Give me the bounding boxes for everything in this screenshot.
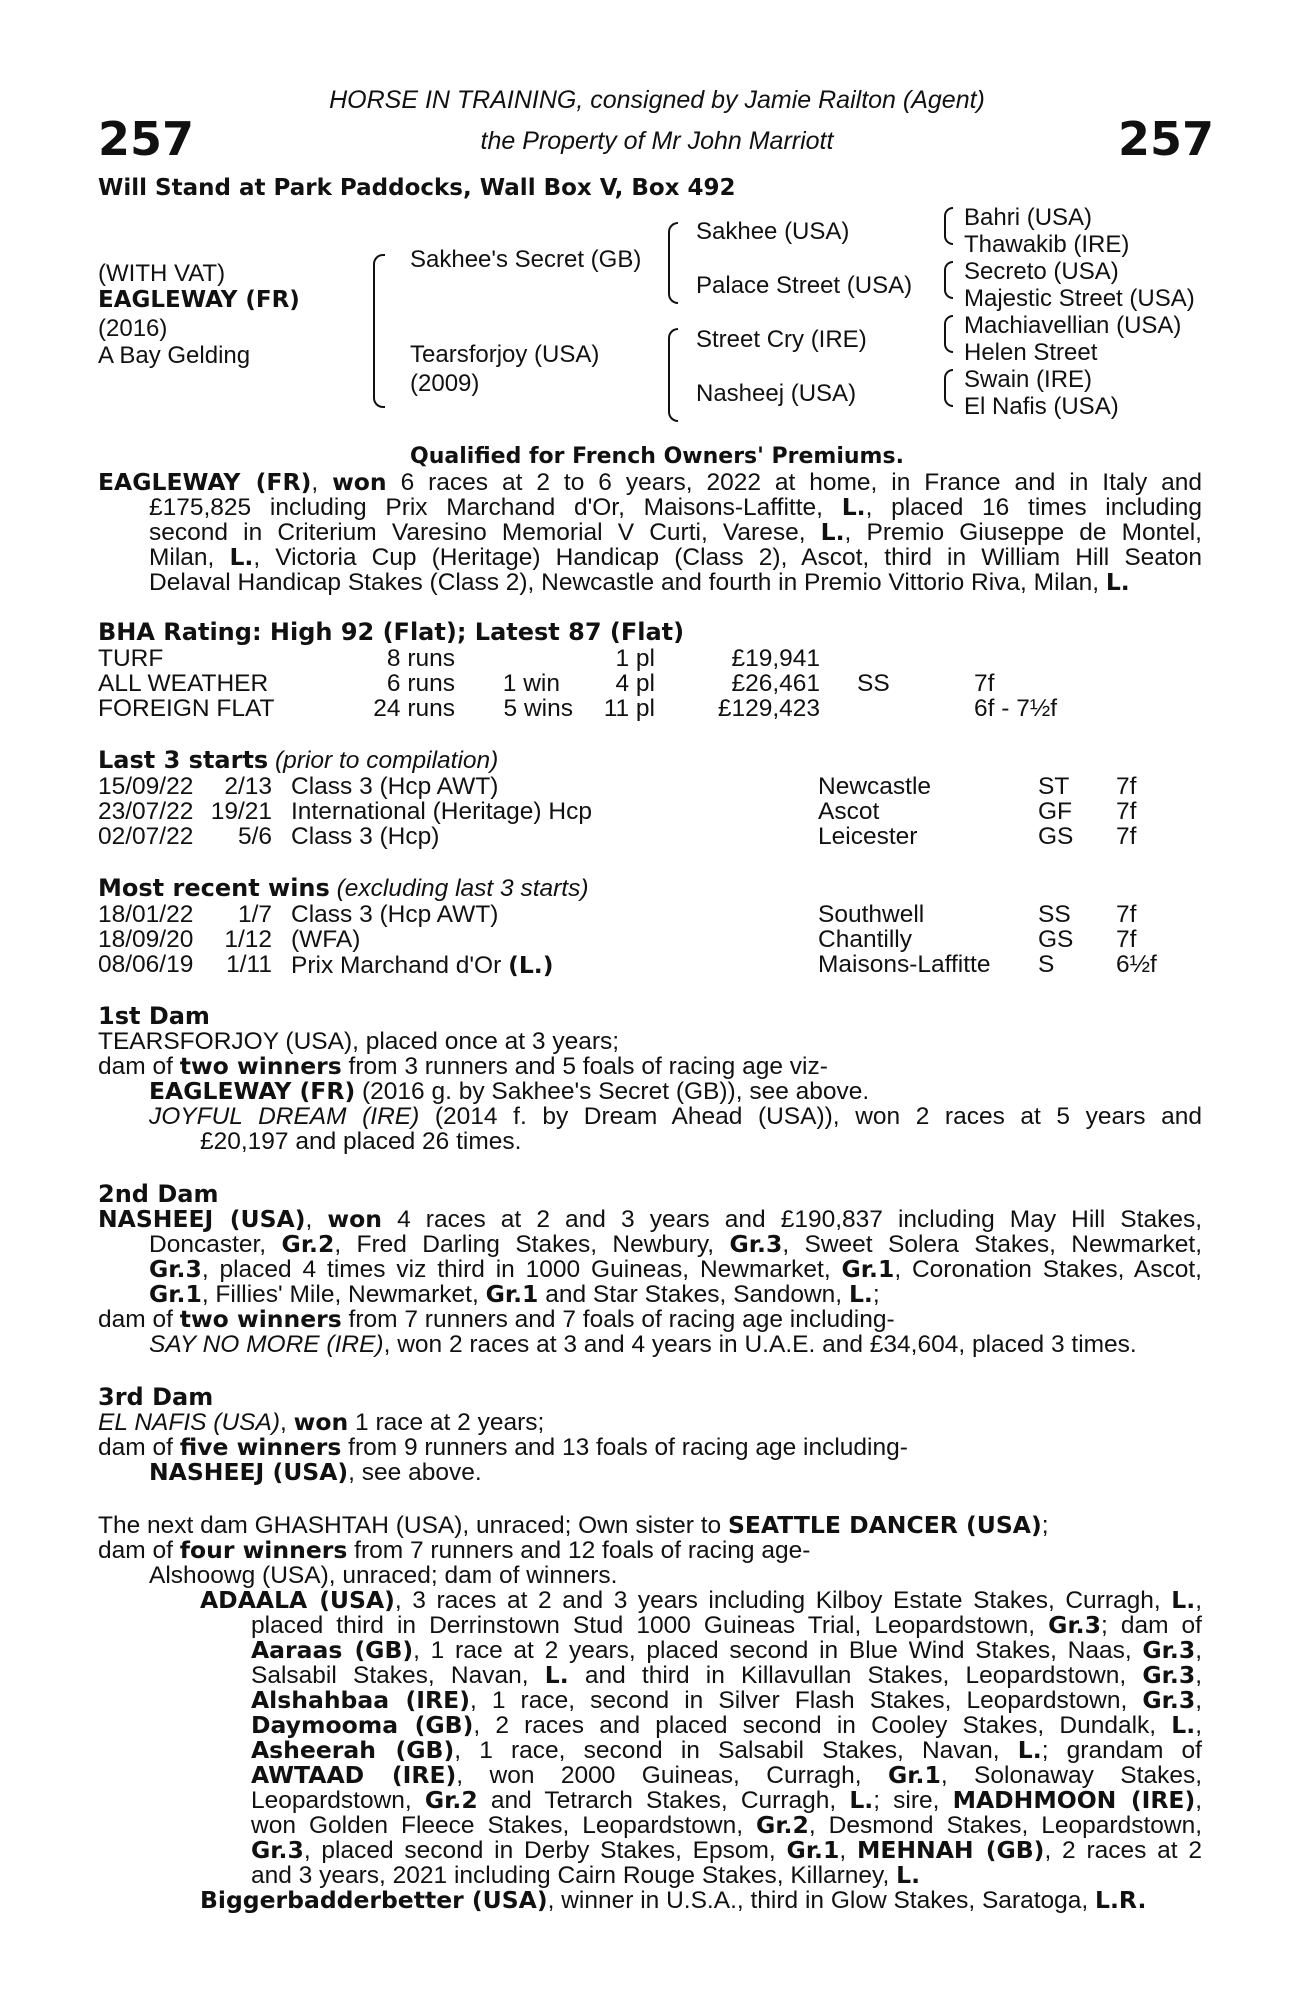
consignor-line: HORSE IN TRAINING, consigned by Jamie Railton (Agent) <box>329 86 985 114</box>
pedigree-sire-dam: Palace Street (USA) <box>696 272 913 299</box>
next-dam-line-2: dam of four winners from 7 runners and 12 foals of racing age- <box>98 1536 811 1564</box>
summary-line-4: Milan, L., Victoria Cup (Heritage) Handicap (Class 2), Ascot, third in William Hill Seaton <box>149 543 1202 571</box>
race-dist: 7f <box>1116 823 1137 850</box>
race-date: 23/07/22 <box>98 798 194 825</box>
race-pos: 5/6 <box>237 823 272 850</box>
rating-earn: £19,941 <box>731 645 820 672</box>
dam2-title: 2nd Dam <box>98 1180 219 1208</box>
race-name: Class 3 (Hcp) <box>291 823 440 850</box>
dam3-produce-1: NASHEEJ (USA), see above. <box>149 1458 482 1486</box>
dam1-line-2: dam of two winners from 3 runners and 5 foals of racing age viz- <box>98 1052 828 1080</box>
adaala-line-3: Aaraas (GB), 1 race at 2 years, placed second in Blue Wind Stakes, Naas, Gr.3, <box>251 1636 1202 1664</box>
race-pos: 1/12 <box>224 926 272 953</box>
race-going: SS <box>1038 901 1071 928</box>
next-dam-line-3: Alshoowg (USA), unraced; dam of winners. <box>149 1562 618 1589</box>
bigger-line: Biggerbadderbetter (USA), winner in U.S.A., third in Glow Stakes, Saratoga, L.R. <box>200 1886 1147 1914</box>
pedigree-sdd: Majestic Street (USA) <box>964 285 1195 312</box>
pedigree-dam-year: (2009) <box>410 370 480 397</box>
rating-runs: 24 runs <box>373 695 455 722</box>
rating-pl: 4 pl <box>615 670 655 697</box>
race-pos: 1/7 <box>237 901 272 928</box>
pedigree-brace-dam <box>668 328 678 422</box>
race-date: 15/09/22 <box>98 773 194 800</box>
rating-earn: £129,423 <box>717 695 820 722</box>
adaala-line-5: Alshahbaa (IRE), 1 race, second in Silver Flash Stakes, Leopardstown, Gr.3, <box>251 1686 1203 1714</box>
pedigree-dsd: Helen Street <box>964 339 1098 366</box>
adaala-line-7: Asheerah (GB), 1 race, second in Salsabil Stakes, Navan, L.; grandam of <box>251 1736 1202 1764</box>
adaala-line-6: Daymooma (GB), 2 races and placed second in Cooley Stakes, Dundalk, L., <box>251 1711 1202 1739</box>
horse-description: A Bay Gelding <box>98 342 251 369</box>
race-course: Ascot <box>818 798 880 825</box>
race-date: 18/09/20 <box>98 926 194 953</box>
pedigree-brace-3 <box>944 315 953 353</box>
adaala-line-9: Leopardstown, Gr.2 and Tetrarch Stakes, Curragh, L.; sire, MADHMOON (IRE), <box>251 1786 1203 1814</box>
race-date: 02/07/22 <box>98 823 194 850</box>
lot-number-right: 257 <box>1118 112 1215 166</box>
race-pos: 1/11 <box>226 951 272 978</box>
pedigree-sds: Secreto (USA) <box>964 258 1119 285</box>
race-name: Class 3 (Hcp AWT) <box>291 901 499 928</box>
pedigree-brace-1 <box>944 207 953 245</box>
summary-line-3: second in Criterium Varesino Memorial V Curti, Varese, L., Premio Giuseppe de Montel, <box>149 518 1202 546</box>
horse-year: (2016) <box>98 315 168 342</box>
rating-label: FOREIGN FLAT <box>98 695 275 722</box>
adaala-line-4: Salsabil Stakes, Navan, L. and third in Killavullan Stakes, Leopardstown, Gr.3, <box>251 1661 1202 1689</box>
race-name: International (Heritage) Hcp <box>291 798 592 825</box>
last3-title: Last 3 starts (prior to compilation) <box>98 746 499 774</box>
dam1-title: 1st Dam <box>98 1002 210 1030</box>
rating-pl: 11 pl <box>603 695 655 722</box>
race-dist: 6½f <box>1116 951 1157 978</box>
race-going: GS <box>1038 823 1074 850</box>
pedigree-brace-2 <box>944 261 953 299</box>
race-dist: 7f <box>1116 901 1137 928</box>
race-going: ST <box>1038 773 1070 800</box>
dam1-produce-2: JOYFUL DREAM (IRE) (2014 f. by Dream Ahead (USA)), won 2 races at 5 years and <box>149 1103 1203 1130</box>
dam3-title: 3rd Dam <box>98 1383 214 1411</box>
pedigree-brace-parents <box>373 254 385 408</box>
location-line: Will Stand at Park Paddocks, Wall Box V, Box 492 <box>98 175 736 201</box>
race-dist: 7f <box>1116 773 1137 800</box>
dam2-line-1: NASHEEJ (USA), won 4 races at 2 and 3 years and £190,837 including May Hill Stakes, <box>98 1205 1203 1233</box>
rating-runs: 8 runs <box>386 645 455 672</box>
race-date: 18/01/22 <box>98 901 194 928</box>
summary-line-5: Delaval Handicap Stakes (Class 2), Newcastle and fourth in Premio Vittorio Riva, Milan, L. <box>149 568 1130 596</box>
race-name: Class 3 (Hcp AWT) <box>291 773 499 800</box>
rating-title: BHA Rating: High 92 (Flat); Latest 87 (Flat) <box>98 618 685 646</box>
rating-earn: £26,461 <box>731 670 820 697</box>
race-name: Prix Marchand d'Or (L.) <box>291 951 554 979</box>
pedigree-ssd: Thawakib (IRE) <box>964 231 1130 258</box>
rating-dist: 7f <box>974 670 995 697</box>
lot-number-left: 257 <box>98 112 195 166</box>
rating-runs: 6 runs <box>386 670 455 697</box>
premiums-note: Qualified for French Owners' Premiums. <box>410 444 904 469</box>
pedigree-ddd: El Nafis (USA) <box>964 393 1119 420</box>
next-dam-line-1: The next dam GHASHTAH (USA), unraced; Own sister to SEATTLE DANCER (USA); <box>98 1511 1049 1539</box>
race-course: Maisons-Laffitte <box>818 951 991 978</box>
adaala-line-2: placed third in Derrinstown Stud 1000 Guineas Trial, Leopardstown, Gr.3; dam of <box>251 1611 1202 1639</box>
race-going: GF <box>1038 798 1073 825</box>
property-line: the Property of Mr John Marriott <box>480 127 834 155</box>
summary-line-1: EAGLEWAY (FR), won 6 races at 2 to 6 years, 2022 at home, in France and in Italy and <box>98 468 1203 496</box>
dam3-line-2: dam of five winners from 9 runners and 13 foals of racing age including- <box>98 1433 908 1461</box>
race-date: 08/06/19 <box>98 951 194 978</box>
summary-line-2: £175,825 including Prix Marchand d'Or, Maisons-Laffitte, L., placed 16 times including <box>149 493 1202 521</box>
dam2-line-3: Gr.3, placed 4 times viz third in 1000 Guineas, Newmarket, Gr.1, Coronation Stakes, Ascot, <box>149 1255 1202 1283</box>
pedigree-sss: Bahri (USA) <box>964 204 1093 231</box>
rating-label: TURF <box>98 645 164 672</box>
adaala-line-8: AWTAAD (IRE), won 2000 Guineas, Curragh, Gr.1, Solonaway Stakes, <box>251 1761 1202 1789</box>
race-dist: 7f <box>1116 926 1137 953</box>
dam3-line-1: EL NAFIS (USA), won 1 race at 2 years; <box>98 1408 545 1436</box>
dam1-produce-1: EAGLEWAY (FR) (2016 g. by Sakhee's Secret (GB)), see above. <box>149 1077 870 1105</box>
recent-title: Most recent wins (excluding last 3 starts) <box>98 874 589 902</box>
race-pos: 19/21 <box>210 798 272 825</box>
adaala-line-1: ADAALA (USA), 3 races at 2 and 3 years including Kilboy Estate Stakes, Curragh, L., <box>200 1586 1202 1614</box>
adaala-line-11: Gr.3, placed second in Derby Stakes, Epsom, Gr.1, MEHNAH (GB), 2 races at 2 <box>251 1836 1202 1864</box>
race-name: (WFA) <box>291 926 361 953</box>
rating-pl: 1 pl <box>615 645 655 672</box>
race-course: Southwell <box>818 901 925 928</box>
dam2-line-5: dam of two winners from 7 runners and 7 foals of racing age including- <box>98 1305 895 1333</box>
rating-going: SS <box>857 670 890 697</box>
pedigree-brace-4 <box>944 369 953 407</box>
rating-label: ALL WEATHER <box>98 670 269 697</box>
pedigree-dam-sire: Street Cry (IRE) <box>696 326 867 353</box>
vat-label: (WITH VAT) <box>98 260 226 287</box>
rating-wins: 5 wins <box>503 695 573 722</box>
race-going: GS <box>1038 926 1074 953</box>
race-dist: 7f <box>1116 798 1137 825</box>
dam2-line-2: Doncaster, Gr.2, Fred Darling Stakes, Newbury, Gr.3, Sweet Solera Stakes, Newmarket, <box>149 1230 1203 1258</box>
rating-wins: 1 win <box>502 670 560 697</box>
pedigree-sire-sire: Sakhee (USA) <box>696 218 850 245</box>
rating-dist: 6f - 7½f <box>974 695 1058 722</box>
pedigree-dss: Machiavellian (USA) <box>964 312 1182 339</box>
pedigree-dds: Swain (IRE) <box>964 366 1093 393</box>
adaala-line-10: won Golden Fleece Stakes, Leopardstown, Gr.2, Desmond Stakes, Leopardstown, <box>251 1811 1202 1839</box>
race-course: Newcastle <box>818 773 932 800</box>
adaala-line-12: and 3 years, 2021 including Cairn Rouge Stakes, Killarney, L. <box>251 1861 920 1889</box>
dam2-line-4: Gr.1, Fillies' Mile, Newmarket, Gr.1 and Star Stakes, Sandown, L.; <box>149 1280 880 1308</box>
dam2-produce-1: SAY NO MORE (IRE), won 2 races at 3 and 4 years in U.A.E. and £34,604, placed 3 times. <box>149 1331 1137 1358</box>
race-course: Chantilly <box>818 926 912 953</box>
pedigree-sire: Sakhee's Secret (GB) <box>410 246 642 273</box>
pedigree-dam-dam: Nasheej (USA) <box>696 380 857 407</box>
dam1-produce-2-cont: £20,197 and placed 26 times. <box>200 1128 522 1155</box>
horse-name: EAGLEWAY (FR) <box>98 287 300 313</box>
race-pos: 2/13 <box>224 773 272 800</box>
dam1-line-1: TEARSFORJOY (USA), placed once at 3 years; <box>98 1028 620 1055</box>
pedigree-brace-sire <box>668 222 678 304</box>
race-course: Leicester <box>818 823 918 850</box>
pedigree-dam: Tearsforjoy (USA) <box>410 341 600 368</box>
race-going: S <box>1038 951 1055 978</box>
